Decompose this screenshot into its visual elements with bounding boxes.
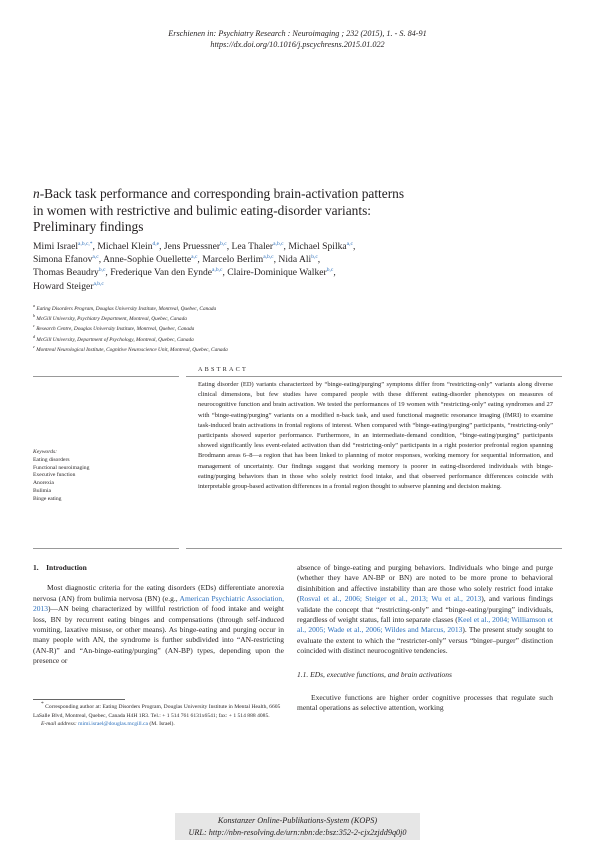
author-affiliation-mark[interactable]: b,c [98,267,106,274]
author-separator: , [197,254,203,266]
section-title: Introduction [46,563,87,572]
affiliation-item [33,304,453,314]
section-number: 1. [33,563,39,572]
author-affiliation-mark[interactable]: a,c [346,240,353,247]
affiliation-text: Montreal Neurological Institute, Cognitive Neuroscience Unit, Montreal, Quebec, Canada [36,346,228,353]
affiliation-item [33,345,453,355]
author-affiliation-mark[interactable]: b,c [220,240,227,247]
divider [33,376,179,377]
affiliation-mark: d [33,333,36,339]
author-affiliation-mark[interactable]: a,c [191,254,198,261]
title-n: n [33,186,40,201]
affiliation-item [33,314,453,324]
keyword-item: Functional neuroimaging [33,464,90,471]
intro-paragraph [33,583,284,666]
email-line [33,720,293,729]
divider [186,548,562,549]
author-name: Simona Efanov [33,254,93,266]
author-separator: , [283,241,289,252]
keywords-heading: Keywords: [33,449,58,455]
journal-citation: Erschienen in: Psychiatry Research : Neuroimaging ; 232 (2015), 1. - S. 84-91 [168,29,427,38]
keyword-item: Anorexia [33,480,54,487]
divider [186,376,562,377]
author-affiliation-mark[interactable]: a,b,c [212,267,223,274]
author-name: Jens Pruessner [163,241,221,252]
author-name: Nida Ali [278,254,312,266]
author-separator: , [98,254,103,266]
author-name: Marcelo Berlim [202,254,264,266]
keyword-item: Executive function [33,472,76,479]
citation-link[interactable]: Keel et al., 2004; Williamson et al., 2005; Wade et al., 2006; Wildes and Marcus, 2013 [297,615,553,635]
email-label: E-mail address: [41,721,79,728]
author-affiliation-mark[interactable]: a,b,c,* [78,240,93,247]
keyword-item: Bulimia [33,487,52,494]
author-name: Frederique Van den Eynde [110,267,213,279]
title-line3: Preliminary findings [33,219,144,234]
author-name: Michael Spilka [288,241,347,252]
doi-link[interactable]: https://dx.doi.org/10.1016/j.pscychresns.2015.01.022 [210,40,385,49]
citation-link[interactable]: Rosval et al., 2006; Steiger et al., 2013; Wu et al., 2013 [299,594,482,604]
author-affiliation-mark[interactable]: b,c [326,267,334,274]
source-header [0,28,595,50]
author-separator: , [222,267,228,279]
body-column-left [33,563,284,667]
affiliation-mark: a [33,303,36,309]
footnote-mark: * [41,701,44,708]
author-affiliation-mark[interactable]: b,c [311,254,318,261]
affiliation-item [33,335,453,345]
author-name: Lea Thaler [231,241,274,252]
section-heading [33,563,284,573]
author-affiliation-mark[interactable]: a,b,c [273,240,284,247]
author-affiliation-mark[interactable]: d,e [152,240,160,247]
author-separator: , [333,267,336,279]
author-name: Thomas Beaudry [33,267,99,279]
text-span: )—AN being characterized by willful restriction of food intake and weight loss, BN by recurrent eating binges and compensations (through self-induced vomiting, laxative misuse, or other means). As binge-eating and purging occur in many people with AN, the syndrome is further subdivided into “AN-restricting (AN-R)” and “An-binge-eating/purging” (AN-BP) types, depending upon the presence or [33,604,284,666]
affiliation-text: McGill University, Department of Psychology, Montreal, Quebec, Canada [36,336,194,343]
body-column-right [297,563,553,714]
affiliation-mark: c [33,323,35,329]
author-name: Anne-Sophie Ouellette [102,254,192,266]
text-span: (M. Israel). [148,721,175,728]
text-span: Most diagnostic criteria for the eating disorders (EDs) differentiate anorexia nervosa (AN) from bulimia nervosa (BN) (e.g., [33,583,284,603]
affiliation-item [33,324,453,334]
affiliation-text: Eating Disorders Program, Douglas University Institute, Montreal, Quebec, Canada [36,306,217,312]
keyword-item: Eating disorders [33,456,70,463]
footnote-divider [33,699,125,700]
author-separator: , [352,241,356,252]
author-separator: , [159,241,164,252]
keywords [33,449,173,504]
author-separator: , [92,241,98,252]
subsection-heading: 1.1. EDs, executive functions, and brain activations [297,669,452,679]
text-span: ). The present study sought to evaluate the extent to which the “restricter-only” versus “binger–purger” distinction coincided with distinct neurocognitive tendencies. [297,625,553,656]
abstract-heading: ABSTRACT [198,366,248,373]
author-affiliation-mark[interactable]: a,c [92,254,99,261]
footnote [33,703,293,729]
title-line2: in women with restrictive and bulimic eating-disorder variants: [33,202,372,218]
divider [33,548,179,549]
author-name: Howard Steiger [33,280,94,292]
repository-url[interactable]: URL: http://nbn-resolving.de/urn:nbn:de:bsz:352-2-cjx2zjdd9q0j0 [188,827,407,837]
author-separator: , [105,267,111,279]
paper-title [33,186,553,236]
text-span: absence of binge-eating and purging behaviors. Individuals who binge and purge (whether they have AN-BP or BN) are noted to be more prone to behavioral disinhibition and affective instability than are those who solely restrict food intake ( [297,563,553,604]
text-span: ), and various findings validate the concept that “restricting-only” and “binge-eating/purging” individuals, regardless of weight status, fall into separate classes ( [297,594,553,625]
affiliation-text: Research Centre, Douglas University Institute, Montreal, Quebec, Canada [36,326,195,333]
body-paragraph [297,563,553,657]
title-line1: -Back task performance and corresponding brain-activation patterns [39,186,405,201]
author-separator: , [273,254,279,266]
citation-link[interactable]: American Psychiatric Association, 2013 [33,593,284,614]
author-affiliation-mark[interactable]: a,b,c [93,280,104,287]
author-name: Michael Klein [97,241,153,252]
keyword-item: Binge eating [33,495,62,502]
repository-name: Konstanzer Online-Publikations-System (KOPS) [217,816,378,825]
corresponding-author [33,703,293,720]
email-link[interactable]: mimi.israel@douglas.mcgill.ca [78,721,149,728]
author-name: Claire-Dominique Walker [227,267,327,279]
affiliations [33,304,453,355]
affiliation-text: McGill University, Psychiatry Department, Montreal, Quebec, Canada [36,316,187,323]
author-list [33,240,563,293]
text-span: Corresponding author at: Eating Disorders Program, Douglas University Institute in Mental Health, 6605 LaSalle Blvd, Montreal, Quebec, Canada H4H 1R3. Tel.: + 1 514 761 6131x6541; fax: + 1 514 888 4085. [33,704,281,719]
author-separator: , [317,254,321,266]
affiliation-mark: e [33,344,35,350]
author-name: Mimi Israel [33,241,79,252]
author-affiliation-mark[interactable]: a,b,c [263,254,274,261]
abstract-text: Eating disorder (ED) variants characterized by “binge-eating/purging” symptoms differ from “restricting-only” variants along diverse clinical dimensions, but few studies have compared people with these different eating-disorder phenotypes on measures of neurocognitive function and brain activation. We tested the performances of 19 women with “restricting-only” eating syndromes and 27 with “binge-eating/purging” variants on a modified n-back task, and used functional magnetic resonance imaging (fMRI) to examine task-induced brain activations in frontal regions of interest. When compared with “binge-eating/purging” participants, “restricting-only” participants showed superior performance. Furthermore, in an intermediate-demand condition, “binge-eating/purging” participants showed significantly less event-related activation than did “restricting-only” participants in a right posterior prefrontal region spanning Brodmann areas 6–8—a region that has been linked to planning of motor responses, working memory for sequential information, and management of uncertainty. Our findings suggest that working memory is poorer in eating-disordered individuals with binge-eating/purging behaviors than in those who solely restrict food intake, and that observed performance differences coincide with interpretable group-based activation differences in a frontal region thought to subserve planning and decision making. [198,381,553,491]
author-separator: , [226,241,232,252]
affiliation-mark: b [33,313,36,319]
repository-box [175,813,420,840]
body-paragraph: Executive functions are higher order cognitive processes that regulate such mental operations as selective attention, working [297,693,553,713]
